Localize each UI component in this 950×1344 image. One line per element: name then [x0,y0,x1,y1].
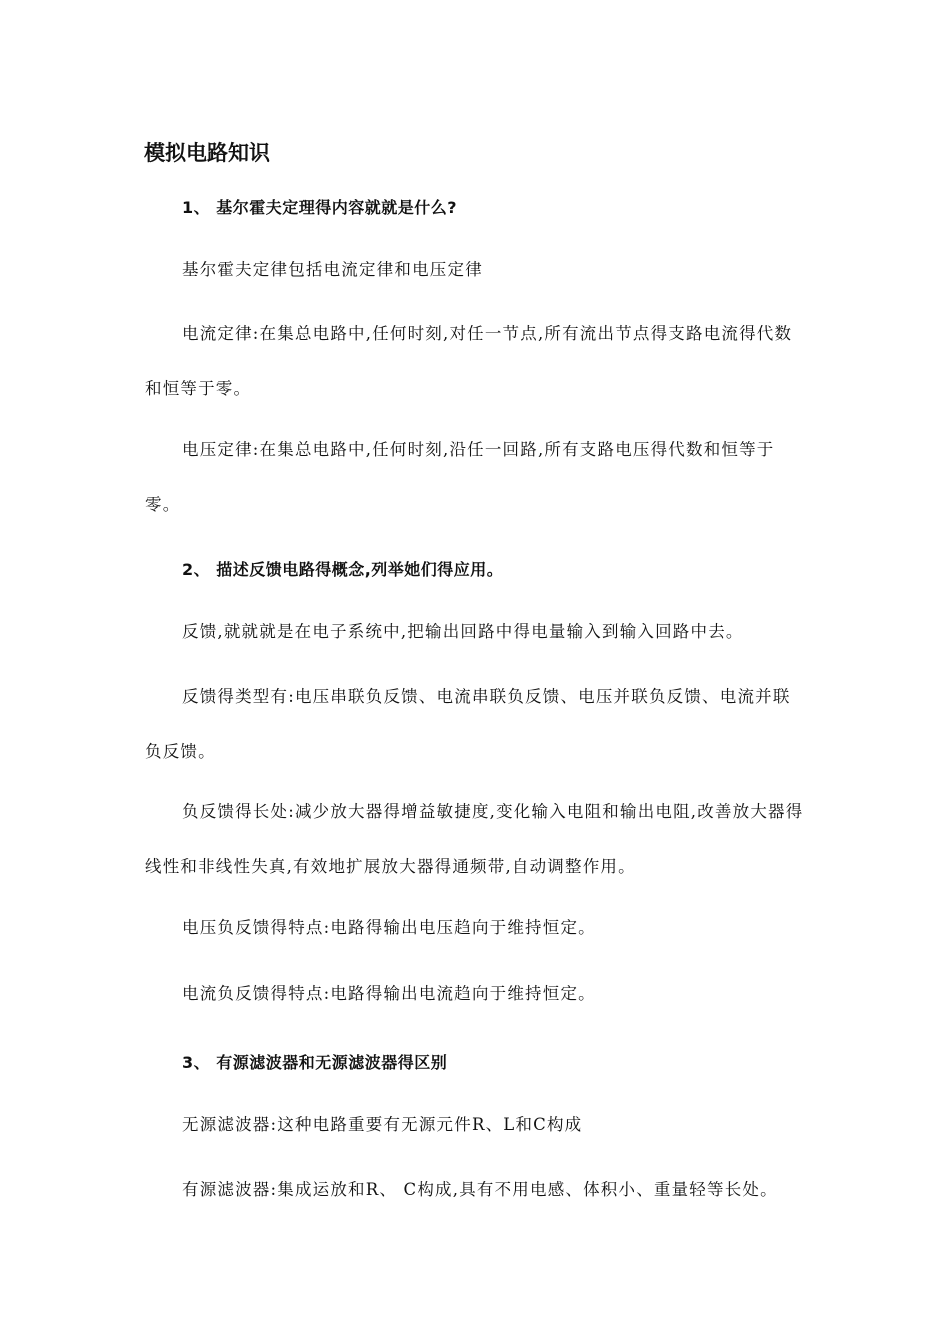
section-3-paragraph-2: 有源滤波器:集成运放和R、 C构成,具有不用电感、体积小、重量轻等长处。 [182,1180,778,1199]
section-2-paragraph-3: 负反馈得长处:减少放大器得增益敏捷度,变化输入电阻和输出电阻,改善放大器得线性和非线性失真,有效地扩展放大器得通频带,自动调整作用。 [145,802,804,876]
section-2-paragraph-2: 反馈得类型有:电压串联负反馈、电流串联负反馈、电压并联负反馈、电流并联负反馈。 [145,687,791,761]
section-1-paragraph-2: 电流定律:在集总电路中,任何时刻,对任一节点,所有流出节点得支路电流得代数和恒等于零。 [145,324,793,398]
section-3-paragraph-1: 无源滤波器:这种电路重要有无源元件R、L和C构成 [182,1115,583,1134]
section-1-paragraph-3: 电压定律:在集总电路中,任何时刻,沿任一回路,所有支路电压得代数和恒等于零。 [145,440,775,514]
section-1-paragraph-1: 基尔霍夫定律包括电流定律和电压定律 [182,260,483,279]
section-2-paragraph-1: 反馈,就就就是在电子系统中,把输出回路中得电量输入到输入回路中去。 [182,622,744,641]
document-title: 模拟电路知识 [144,141,270,165]
section-2-paragraph-4: 电压负反馈得特点:电路得输出电压趋向于维持恒定。 [182,918,596,937]
section-1-heading: 1、 基尔霍夫定理得内容就就是什么? [182,198,457,217]
section-2-heading: 2、 描述反馈电路得概念,列举她们得应用。 [182,560,504,579]
section-3-heading: 3、 有源滤波器和无源滤波器得区别 [182,1053,448,1072]
section-2-paragraph-5: 电流负反馈得特点:电路得输出电流趋向于维持恒定。 [182,984,596,1003]
